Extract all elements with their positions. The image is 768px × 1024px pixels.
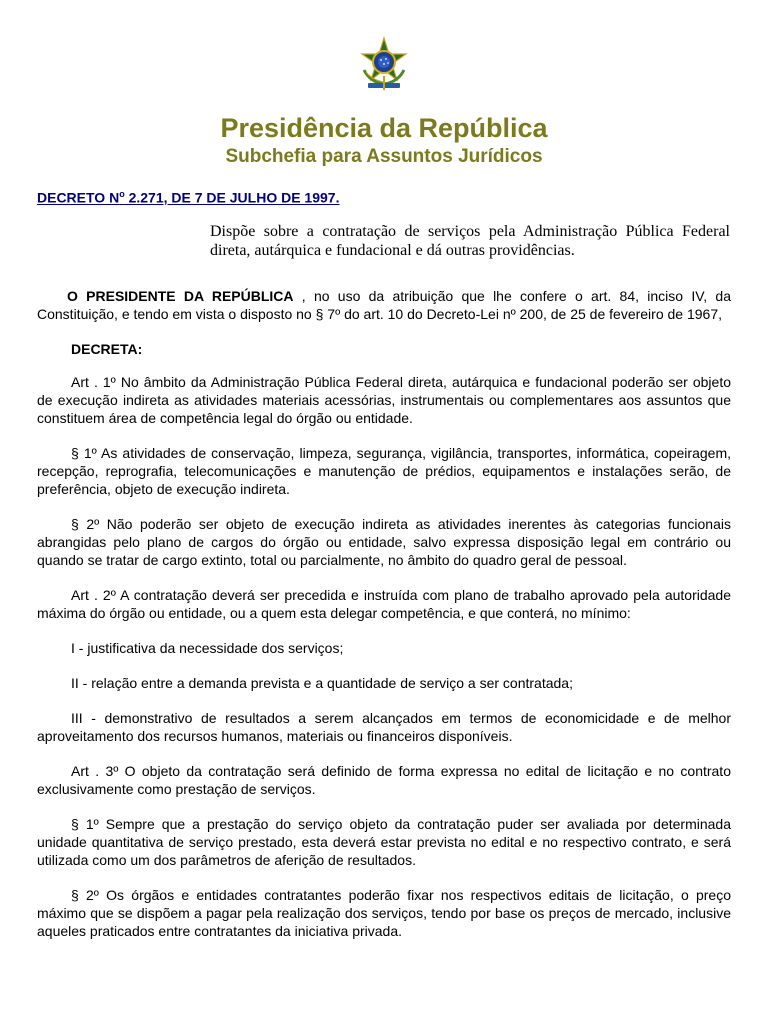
document-body bbox=[37, 287, 731, 957]
decree-superscript: o bbox=[119, 189, 125, 199]
article-paragraph: § 2º Não poderão ser objeto de execução indireta as atividades inerentes às categorias funcionais abrangidas pelo plano de cargos do órgão ou entidade, salvo expressa disposição legal em contrário ou quando se tratar de cargo extinto, total ou parcialmente, no âmbito do quadro geral de pessoal. bbox=[37, 516, 731, 568]
preamble-text: , no uso da atribuição que lhe confere o art. 84, inciso IV, da Constituição, e tendo em vista o disposto no § 7º do art. 10 do Decreto-Lei nº 200, de 25 de fevereiro de 1967, bbox=[37, 288, 731, 322]
preamble-subject: O PRESIDENTE DA REPÚBLICA bbox=[67, 288, 294, 304]
article-paragraph: Art . 1º No âmbito da Administração Pública Federal direta, autárquica e fundacional poderão ser objeto de execução indireta as atividades materiais acessórias, instrumentais ou complementares aos assuntos que constituem área de competência legal do órgão ou entidade. bbox=[37, 374, 731, 426]
article-paragraph: § 2º Os órgãos e entidades contratantes poderão fixar nos respectivos editais de licitação, o preço máximo que se dispõem a pagar pela realização dos serviços, tendo por base os preços de mercado, inclusive aqueles praticados entre contratantes da iniciativa privada. bbox=[37, 887, 731, 939]
page-title: Presidência da República bbox=[220, 113, 548, 143]
article-paragraph: Art . 3º O objeto da contratação será definido de forma expressa no edital de licitação e no contrato exclusivamente como prestação de serviços. bbox=[37, 763, 731, 797]
decree-link[interactable] bbox=[37, 184, 339, 208]
page-subtitle: Subchefia para Assuntos Jurídicos bbox=[225, 146, 543, 167]
article-item: II - relação entre a demanda prevista e a quantidade de serviço a ser contratada; bbox=[71, 675, 573, 691]
article-paragraph: § 1º Sempre que a prestação do serviço objeto da contratação puder ser avaliada por determinada unidade quantitativa de serviço prestado, esta deverá estar prevista no edital e no respectivo contrato, e será utilizada como um dos parâmetros de aferição de resultados. bbox=[37, 816, 731, 868]
decree-rest: 2.271, DE 7 DE JULHO DE 1997. bbox=[124, 189, 340, 206]
article-item: I - justificativa da necessidade dos serviços; bbox=[71, 640, 344, 656]
decree-prefix: DECRETO N bbox=[37, 189, 120, 206]
article-paragraph: § 1º As atividades de conservação, limpeza, segurança, vigilância, transportes, informática, copeiragem, recepção, reprografia, telecomunicações e manutenção de prédios, equipamentos e instalações serão, de preferência, objeto de execução indireta. bbox=[37, 445, 731, 497]
ementa: Dispõe sobre a contratação de serviços pela Administração Pública Federal direta, autárquica e fundacional e dá outras providências. bbox=[210, 223, 730, 259]
preamble bbox=[37, 287, 731, 323]
decreta-heading: DECRETA: bbox=[71, 341, 143, 357]
brazil-coat-of-arms-icon bbox=[356, 36, 412, 92]
article-paragraph: Art . 2º A contratação deverá ser precedida e instruída com plano de trabalho aprovado pela autoridade máxima do órgão ou entidade, ou a quem esta delegar competência, e que conterá, no mínimo: bbox=[37, 587, 731, 621]
article-item: III - demonstrativo de resultados a serem alcançados em termos de economicidade e de melhor aproveitamento dos recursos humanos, materiais ou financeiros disponíveis. bbox=[37, 710, 731, 744]
